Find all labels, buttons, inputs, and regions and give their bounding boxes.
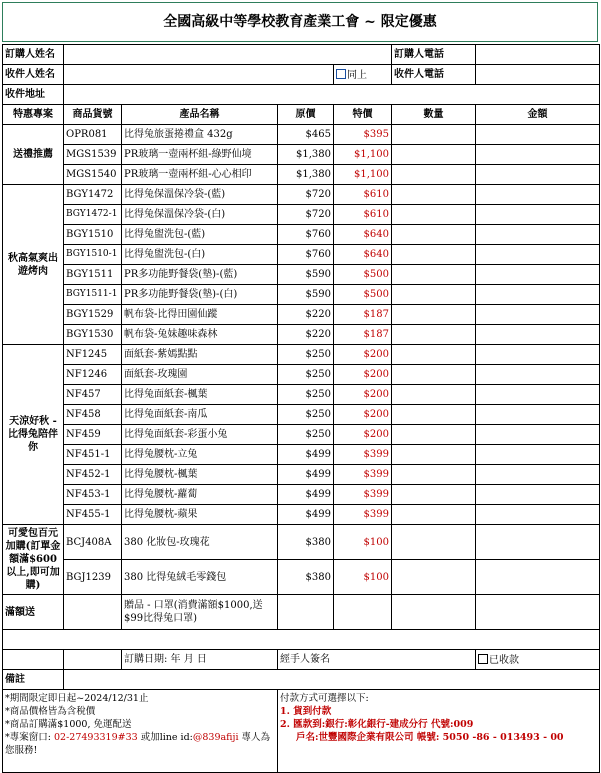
original-price: $220 (278, 325, 334, 345)
table-row (3, 365, 600, 385)
sale-price: $200 (334, 345, 392, 365)
contact-line (5, 731, 275, 757)
product-code: BGY1472-1 (64, 205, 122, 225)
blank-row (3, 630, 600, 650)
original-price: $1,380 (278, 145, 334, 165)
contact-suffix: 專人為您服務! (5, 732, 271, 756)
payment-intro: 付款方式可選擇以下: (280, 693, 369, 704)
product-code: NF455-1 (64, 505, 122, 525)
receiver-name-input[interactable] (64, 65, 334, 85)
product-code: NF1246 (64, 365, 122, 385)
quantity-input[interactable] (392, 385, 476, 405)
amount-cell (476, 125, 600, 145)
sale-price: $640 (334, 225, 392, 245)
table-row (3, 185, 600, 205)
agent-signature[interactable]: 經手人簽名 (278, 650, 392, 670)
table-header (3, 105, 600, 125)
sale-price: $640 (334, 245, 392, 265)
quantity-input[interactable] (392, 225, 476, 245)
table-row (3, 225, 600, 245)
original-price: $220 (278, 305, 334, 325)
blank-cell (3, 650, 64, 670)
quantity-input[interactable] (392, 425, 476, 445)
product-code: BGY1530 (64, 325, 122, 345)
product-name: 380 比得兔絨毛零錢包 (122, 560, 278, 595)
sale-price: $399 (334, 445, 392, 465)
section-label: 天涼好秋 - 比得兔陪伴你 (3, 345, 64, 525)
product-name: 比得兔腰枕-蘿蔔 (122, 485, 278, 505)
same-as-checkbox[interactable] (334, 65, 392, 85)
buyer-name-label: 訂購人姓名 (3, 45, 64, 65)
product-code: NF451-1 (64, 445, 122, 465)
gift-amount (476, 595, 600, 630)
amount-cell (476, 265, 600, 285)
original-price: $1,380 (278, 165, 334, 185)
header-cell: 金額 (476, 105, 600, 125)
product-name: 比得兔面紙套-彩蛋小兔 (122, 425, 278, 445)
product-name: 比得兔保溫保冷袋-(白) (122, 205, 278, 225)
product-name: 比得兔保溫保冷袋-(藍) (122, 185, 278, 205)
product-code: NF459 (64, 425, 122, 445)
sale-price: $399 (334, 485, 392, 505)
product-name: 帆布袋-兔妹趣味森林 (122, 325, 278, 345)
amount-cell (476, 245, 600, 265)
product-name: PR玻璃一壺兩杯組-心心相印 (122, 165, 278, 185)
product-code: NF1245 (64, 345, 122, 365)
quantity-input[interactable] (392, 245, 476, 265)
quantity-input[interactable] (392, 405, 476, 425)
quantity-input[interactable] (392, 325, 476, 345)
original-price: $250 (278, 385, 334, 405)
product-code: MGS1539 (64, 145, 122, 165)
sale-price: $187 (334, 325, 392, 345)
sale-price: $187 (334, 305, 392, 325)
receiver-phone-label: 收件人電話 (392, 65, 476, 85)
product-code: OPR081 (64, 125, 122, 145)
sale-price: $100 (334, 525, 392, 560)
table-row (3, 465, 600, 485)
payment-account: 戶名:世豐國際企業有限公司 帳號: 5050 -86 - 013493 - 00 (296, 732, 564, 743)
original-price: $250 (278, 345, 334, 365)
original-price: $465 (278, 125, 334, 145)
product-name: 比得兔盥洗包-(藍) (122, 225, 278, 245)
header-cell: 商品貨號 (64, 105, 122, 125)
original-price: $720 (278, 205, 334, 225)
payment-option-2: 2. 匯款到:銀行:彰化銀行-建成分行 代號:009 (280, 719, 474, 730)
amount-cell (476, 425, 600, 445)
quantity-input[interactable] (392, 145, 476, 165)
product-name: PR多功能野餐袋(墊)-(藍) (122, 265, 278, 285)
table-row (3, 445, 600, 465)
table-row (3, 165, 600, 185)
table-row (3, 345, 600, 365)
quantity-input[interactable] (392, 560, 476, 595)
amount-cell (476, 405, 600, 425)
amount-cell (476, 225, 600, 245)
quantity-input[interactable] (392, 265, 476, 285)
product-code: BCJ408A (64, 525, 122, 560)
amount-cell (476, 165, 600, 185)
quantity-input[interactable] (392, 505, 476, 525)
product-name: 比得兔腰枕-立兔 (122, 445, 278, 465)
checkbox-icon (336, 69, 346, 79)
section-label: 秋高氣爽出遊烤肉 (3, 185, 64, 345)
product-code: NF452-1 (64, 465, 122, 485)
table-row (3, 285, 600, 305)
product-code: NF458 (64, 405, 122, 425)
same-as-label: 同上 (347, 69, 367, 81)
product-name: 帆布袋-比得田園仙蹤 (122, 305, 278, 325)
note-line: *商品價格皆為含稅價 (5, 706, 96, 717)
table-row (3, 385, 600, 405)
original-price: $499 (278, 465, 334, 485)
quantity-input[interactable] (392, 345, 476, 365)
address-label: 收件地址 (3, 85, 64, 105)
product-name: 比得兔面紙套-南瓜 (122, 405, 278, 425)
sale-price: $610 (334, 185, 392, 205)
table-row (3, 505, 600, 525)
product-name: PR多功能野餐袋(墊)-(白) (122, 285, 278, 305)
header-cell: 特價 (334, 105, 392, 125)
sale-price: $500 (334, 265, 392, 285)
contact-line-id: @839afiji (192, 732, 239, 743)
sale-price: $500 (334, 285, 392, 305)
amount-cell (476, 185, 600, 205)
quantity-input[interactable] (392, 305, 476, 325)
quantity-input[interactable] (392, 365, 476, 385)
product-name: 380 化妝包-玫瑰花 (122, 525, 278, 560)
amount-cell (476, 325, 600, 345)
payment-block (278, 690, 600, 773)
gift-text: 贈品 - 口罩(消費滿額$1000,送$99比得兔口罩) (122, 595, 278, 630)
original-price: $380 (278, 560, 334, 595)
gift-qty[interactable] (392, 595, 476, 630)
blank-cell (64, 650, 122, 670)
original-price: $380 (278, 525, 334, 560)
order-date[interactable]: 訂購日期: 年 月 日 (122, 650, 278, 670)
original-price: $499 (278, 445, 334, 465)
remarks-input[interactable] (64, 670, 600, 690)
original-price: $760 (278, 225, 334, 245)
table-row (3, 265, 600, 285)
amount-cell (476, 305, 600, 325)
contact-mid: 或加line id: (140, 732, 193, 743)
table-row (3, 145, 600, 165)
address-input[interactable] (64, 85, 600, 105)
amount-cell (476, 285, 600, 305)
sale-price: $200 (334, 385, 392, 405)
table-row (3, 525, 600, 560)
amount-cell (476, 445, 600, 465)
original-price: $499 (278, 485, 334, 505)
product-code: MGS1540 (64, 165, 122, 185)
amount-cell (476, 560, 600, 595)
product-name: 比得兔盥洗包-(白) (122, 245, 278, 265)
header-cell: 數量 (392, 105, 476, 125)
original-price: $250 (278, 425, 334, 445)
quantity-input[interactable] (392, 525, 476, 560)
sale-price: $100 (334, 560, 392, 595)
amount-cell (476, 345, 600, 365)
receiver-phone-input[interactable] (476, 65, 600, 85)
contact-phone: 02-27493319#33 (53, 732, 138, 743)
received-label: 已收款 (489, 654, 519, 666)
amount-cell (476, 465, 600, 485)
order-form-table (2, 44, 600, 773)
product-code: BGY1472 (64, 185, 122, 205)
payment-option-1: 1. 貨到付款 (280, 706, 332, 717)
original-price: $250 (278, 405, 334, 425)
product-code: BGY1511 (64, 265, 122, 285)
product-name: 比得兔旅蛋捲禮盒 432g (122, 125, 278, 145)
sale-price: $399 (334, 465, 392, 485)
buyer-phone-input[interactable] (476, 45, 600, 65)
product-code: BGJ1239 (64, 560, 122, 595)
notes-block (3, 690, 278, 773)
receiver-name-label: 收件人姓名 (3, 65, 64, 85)
quantity-input[interactable] (392, 205, 476, 225)
amount-cell (476, 205, 600, 225)
quantity-input[interactable] (392, 165, 476, 185)
table-row (3, 560, 600, 595)
header-cell: 原價 (278, 105, 334, 125)
contact-prefix: *專案窗口: (5, 732, 51, 743)
amount-cell (476, 365, 600, 385)
amount-cell (476, 525, 600, 560)
product-name: 面紙套-紫嫣點點 (122, 345, 278, 365)
buyer-phone-label: 訂購人電話 (392, 45, 476, 65)
product-code: NF453-1 (64, 485, 122, 505)
form-title: 全國高級中等學校教育產業工會 ~ 限定優惠 (2, 2, 598, 42)
quantity-input[interactable] (392, 465, 476, 485)
amount-cell (476, 145, 600, 165)
note-line: *期間限定即日起~2024/12/31止 (5, 693, 149, 704)
original-price: $590 (278, 265, 334, 285)
table-row (3, 485, 600, 505)
header-cell: 產品名稱 (122, 105, 278, 125)
product-code: BGY1510-1 (64, 245, 122, 265)
table-row (3, 425, 600, 445)
received-checkbox[interactable] (476, 650, 600, 670)
sale-price: $395 (334, 125, 392, 145)
sale-price: $1,100 (334, 165, 392, 185)
sale-price: $200 (334, 405, 392, 425)
amount-cell (476, 485, 600, 505)
product-code: BGY1510 (64, 225, 122, 245)
product-code: BGY1529 (64, 305, 122, 325)
original-price: $499 (278, 505, 334, 525)
product-code: BGY1511-1 (64, 285, 122, 305)
gift-orig (278, 595, 334, 630)
table-row (3, 125, 600, 145)
header-cell: 特惠專案 (3, 105, 64, 125)
product-name: 面紙套-玫瑰園 (122, 365, 278, 385)
sale-price: $399 (334, 505, 392, 525)
product-name: 比得兔腰枕-楓葉 (122, 465, 278, 485)
sale-price: $1,100 (334, 145, 392, 165)
table-row (3, 205, 600, 225)
remarks-label: 備註 (3, 670, 64, 690)
note-line: *商品訂購滿$1000, 免運配送 (5, 719, 132, 730)
sale-price: $200 (334, 365, 392, 385)
quantity-input[interactable] (392, 125, 476, 145)
gift-label: 滿額送 (3, 595, 64, 630)
buyer-name-input[interactable] (64, 45, 392, 65)
section-label: 可愛包百元加購(訂單金額滿$600以上,即可加購) (3, 525, 64, 595)
original-price: $720 (278, 185, 334, 205)
quantity-input[interactable] (392, 185, 476, 205)
table-row (3, 325, 600, 345)
gift-sale (334, 595, 392, 630)
product-name: 比得兔腰枕-蘋果 (122, 505, 278, 525)
original-price: $760 (278, 245, 334, 265)
product-code: NF457 (64, 385, 122, 405)
quantity-input[interactable] (392, 485, 476, 505)
product-name: PR玻璃一壺兩杯組-綠野仙境 (122, 145, 278, 165)
quantity-input[interactable] (392, 285, 476, 305)
section-label: 送禮推薦 (3, 125, 64, 185)
sale-price: $610 (334, 205, 392, 225)
checkbox-icon (478, 654, 488, 664)
table-row (3, 245, 600, 265)
amount-cell (476, 385, 600, 405)
product-name: 比得兔面紙套-楓葉 (122, 385, 278, 405)
amount-cell (476, 505, 600, 525)
gift-code (64, 595, 122, 630)
quantity-input[interactable] (392, 445, 476, 465)
table-row (3, 405, 600, 425)
table-row (3, 305, 600, 325)
agent-signature-field[interactable] (392, 650, 476, 670)
sale-price: $200 (334, 425, 392, 445)
original-price: $590 (278, 285, 334, 305)
original-price: $250 (278, 365, 334, 385)
